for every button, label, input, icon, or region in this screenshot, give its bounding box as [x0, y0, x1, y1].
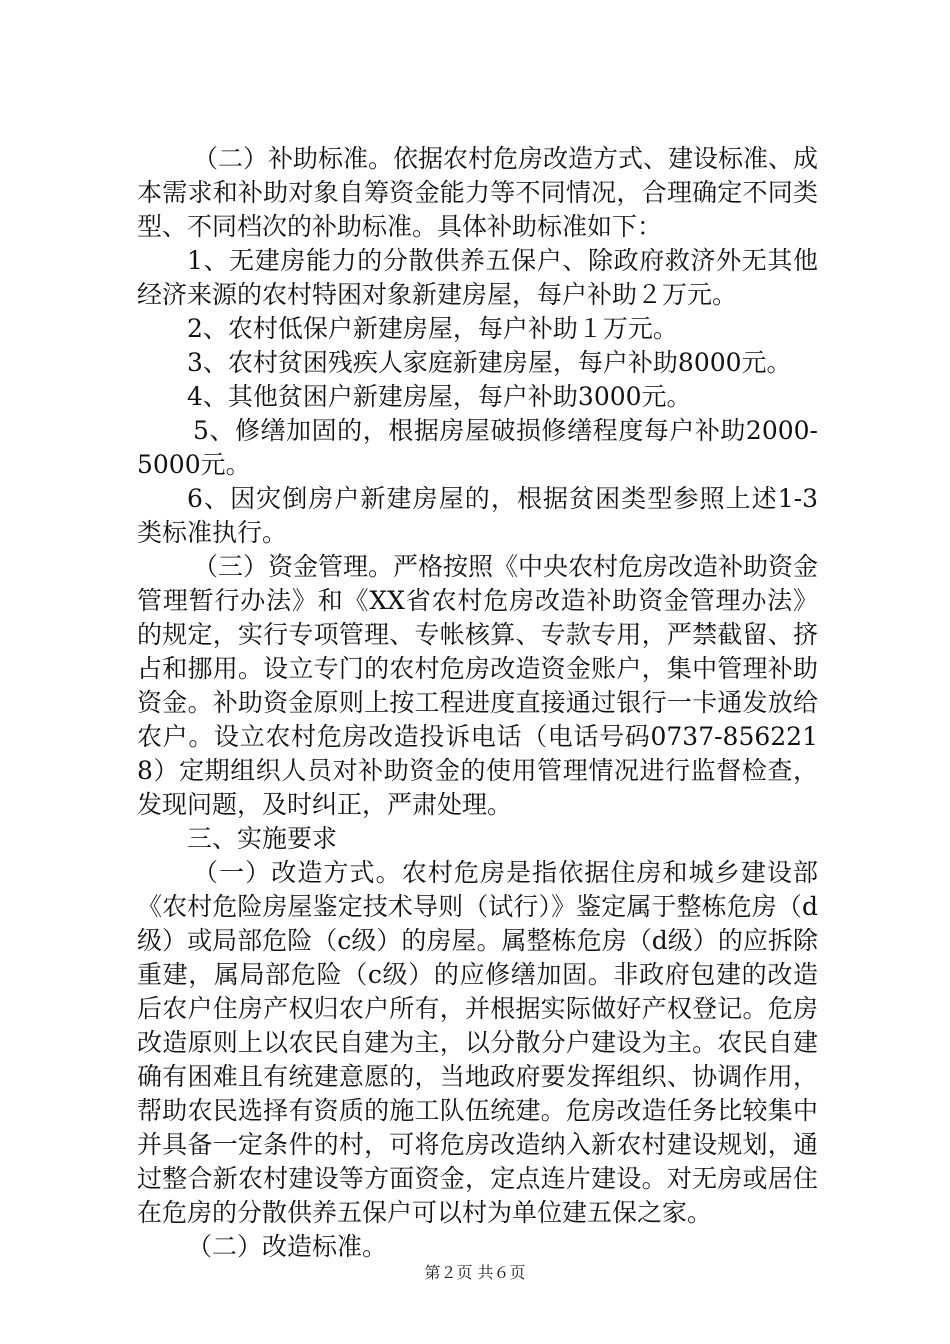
paragraph-fund-management: （三）资金管理。严格按照《中央农村危房改造补助资金管理暂行办法》和《XX省农村危房改造补助资金管理办法》的规定，实行专项管理、专帐核算、专款专用，严禁截留、挤占和挪用。设立专门的农村危房改造资金账户，集中管理补助资金。补助资金原则上按工程进度直接通过银行一卡通发放给农户。设立农村危房改造投诉电话（电话号码0737-8562218）定期组织人员对补助资金的使用管理情况进行监督检查，发现问题，及时纠正，严肃处理。 [137, 552, 819, 819]
paragraph-item-3: 3、农村贫困残疾人家庭新建房屋，每户补助8000元。 [187, 348, 792, 377]
paragraph-item-2: 2、农村低保户新建房屋，每户补助１万元。 [187, 314, 678, 343]
document-body [137, 142, 818, 1264]
page-footer: 第２页 共６页 [424, 1263, 526, 1282]
paragraph-subsidy-standard: （二）补助标准。依据农村危房改造方式、建设标准、成本需求和补助对象自筹资金能力等不同情况，合理确定不同类型、不同档次的补助标准。具体补助标准如下： [137, 144, 819, 241]
paragraph-renovation-method: （一）改造方式。农村危房是指依据住房和城乡建设部《农村危险房屋鉴定技术导则（试行）》鉴定属于整栋危房（d级）或局部危险（c级）的房屋。属整栋危房（d级）的应拆除重建，属局部危险（c级）的应修缮加固。非政府包建的改造后农户住房产权归农户所有，并根据实际做好产权登记。危房改造原则上以农民自建为主，以分散分户建设为主。农民自建确有困难且有统建意愿的，当地政府要发挥组织、协调作用，帮助农民选择有资质的施工队伍统建。危房改造任务比较集中并具备一定条件的村，可将危房改造纳入新农村建设规划，通过整合新农村建设等方面资金，定点连片建设。对无房或居住在危房的分散供养五保户可以村为单位建五保之家。 [137, 858, 818, 1227]
section-heading-implementation: 三、实施要求 [187, 824, 338, 853]
paragraph-item-4: 4、其他贫困户新建房屋，每户补助3000元。 [187, 382, 692, 411]
paragraph-item-5: 5、修缮加固的，根据房屋破损修缮程度每户补助2000-5000元。 [137, 416, 818, 479]
paragraph-renovation-standard: （二）改造标准。 [187, 1232, 388, 1261]
paragraph-item-6: 6、因灾倒房户新建房屋的，根据贫困类型参照上述1-3类标准执行。 [137, 484, 818, 547]
paragraph-item-1: 1、无建房能力的分散供养五保户、除政府救济外无其他经济来源的农村特困对象新建房屋，每户补助２万元。 [137, 246, 818, 309]
